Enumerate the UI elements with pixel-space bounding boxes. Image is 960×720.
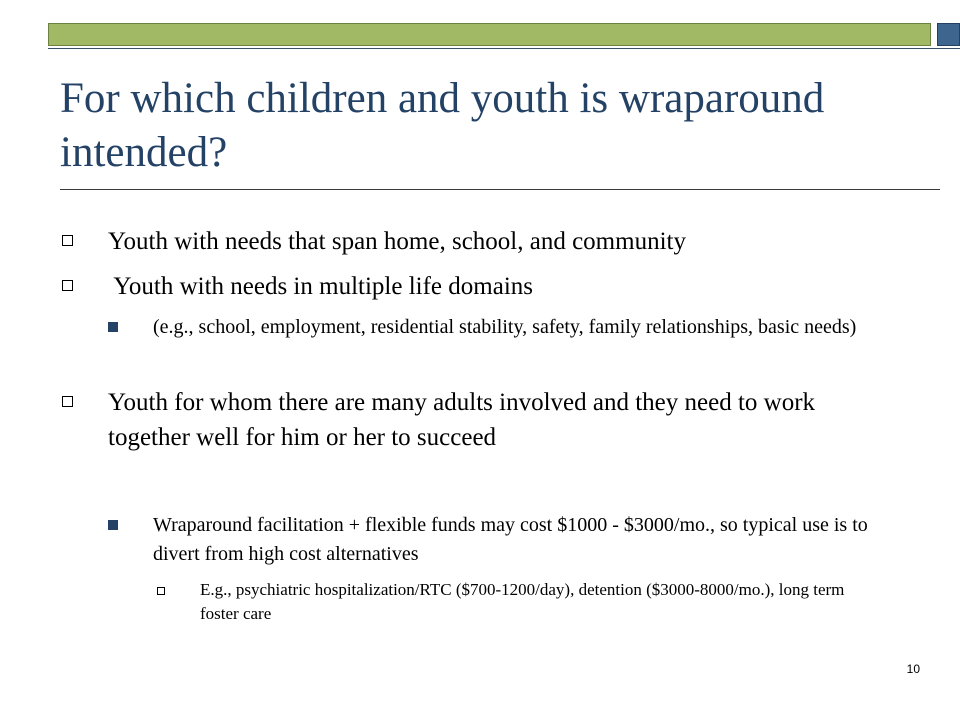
solid-square-bullet-icon — [108, 520, 118, 530]
bullet-life-domains-examples: (e.g., school, employment, residential stability, safety, family relationships, basic needs) — [153, 316, 857, 338]
solid-square-bullet-icon — [108, 322, 118, 332]
small-hollow-square-bullet-icon — [157, 587, 165, 595]
bullet-high-cost-alternatives: E.g., psychiatric hospitalization/RTC ($700-1200/day), detention ($3000-8000/mo.), long term foster care — [200, 580, 845, 623]
hollow-square-bullet-icon — [62, 235, 73, 246]
page-number: 10 — [906, 662, 920, 676]
bullet-multiple-life-domains: Youth with needs in multiple life domains — [108, 273, 533, 300]
hollow-square-bullet-icon — [62, 396, 73, 407]
bullet-cost-and-typical-use: Wraparound facilitation + flexible funds may cost $1000 - $3000/mo., so typical use is to divert from high cost alternatives — [153, 514, 868, 565]
slide-title: For which children and youth is wraparound intended? — [60, 75, 825, 176]
bullet-many-adults-involved: Youth for whom there are many adults involved and they need to work together well for him or her to succeed — [108, 389, 816, 451]
bullet-span-home-school-community: Youth with needs that span home, school, and community — [108, 228, 686, 255]
hollow-square-bullet-icon — [62, 280, 73, 291]
